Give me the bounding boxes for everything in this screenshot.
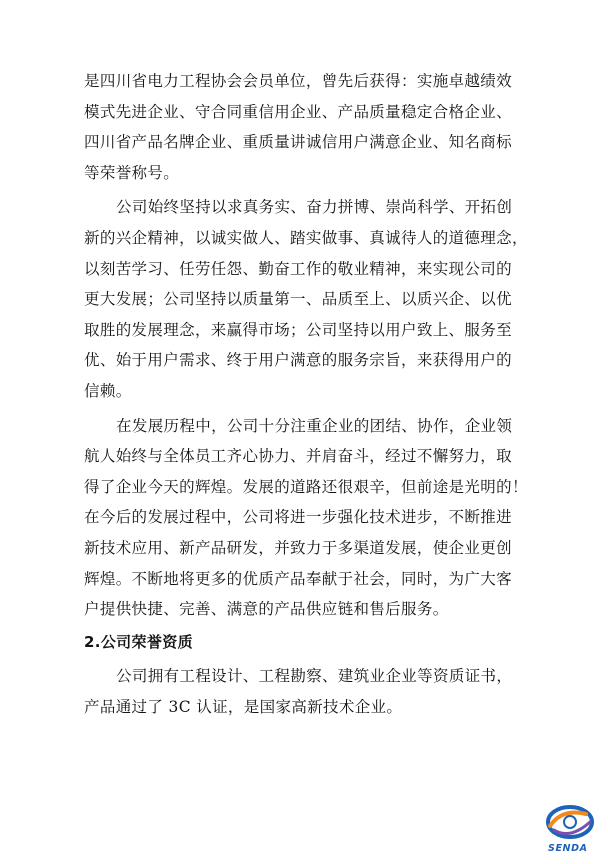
text-line: 新的兴企精神，以诚实做人、踏实做事、真诚待人的道德理念，: [84, 228, 528, 247]
paragraph-1: [84, 66, 524, 188]
text-line: 取胜的发展理念，来赢得市场；公司坚持以用户致上、服务至: [84, 320, 512, 339]
text-line: 公司拥有工程设计、工程勘察、建筑业企业等资质证书，: [116, 667, 513, 686]
section-heading: 2.公司荣誉资质: [84, 632, 193, 651]
text-line: 以刻苦学习、任劳任怨、勤奋工作的敬业精神，来实现公司的: [84, 259, 512, 278]
text-line: 等荣誉称号。: [84, 163, 180, 182]
text-line: 辉煌。不断地将更多的优质产品奉献于社会，同时，为广大客: [84, 569, 512, 588]
paragraph-4: [84, 661, 524, 722]
text-line: 产品通过了 3C 认证，是国家高新技术企业。: [84, 697, 403, 716]
text-line: 四川省产品名牌企业、重质量讲诚信用户满意企业、知名商标: [84, 133, 512, 152]
logo-text: SENDA: [548, 843, 588, 854]
text-line: 得了企业今天的辉煌。发展的道路还很艰辛，但前途是光明的！: [84, 477, 528, 496]
text-line: 新技术应用、新产品研发，并致力于多渠道发展，使企业更创: [84, 538, 512, 557]
text-line: 更大发展；公司坚持以质量第一、品质至上、以质兴企、以优: [84, 290, 512, 309]
text-line: 在发展历程中，公司十分注重企业的团结、协作，企业领: [116, 416, 513, 435]
text-line: 是四川省电力工程协会会员单位，曾先后获得：实施卓越绩效: [84, 72, 512, 90]
paragraph-2: [84, 192, 528, 406]
paragraph-3: [84, 411, 528, 625]
text-line: 模式先进企业、守合同重信用企业、产品质量稳定合格企业、: [84, 102, 512, 121]
text-line: 户提供快捷、完善、满意的产品供应链和售后服务。: [84, 600, 449, 619]
text-line: 优、始于用户需求、终于用户满意的服务宗旨，来获得用户的: [84, 351, 512, 370]
document-body: [84, 66, 528, 722]
text-line: 公司始终坚持以求真务实、奋力拼博、崇尚科学、开拓创: [116, 198, 513, 217]
text-line: 在今后的发展过程中，公司将进一步强化技术进步，不断推进: [84, 508, 512, 527]
text-line: 航人始终与全体员工齐心协力、并肩奋斗，经过不懈努力，取: [84, 447, 512, 466]
text-line: 信赖。: [84, 381, 132, 400]
